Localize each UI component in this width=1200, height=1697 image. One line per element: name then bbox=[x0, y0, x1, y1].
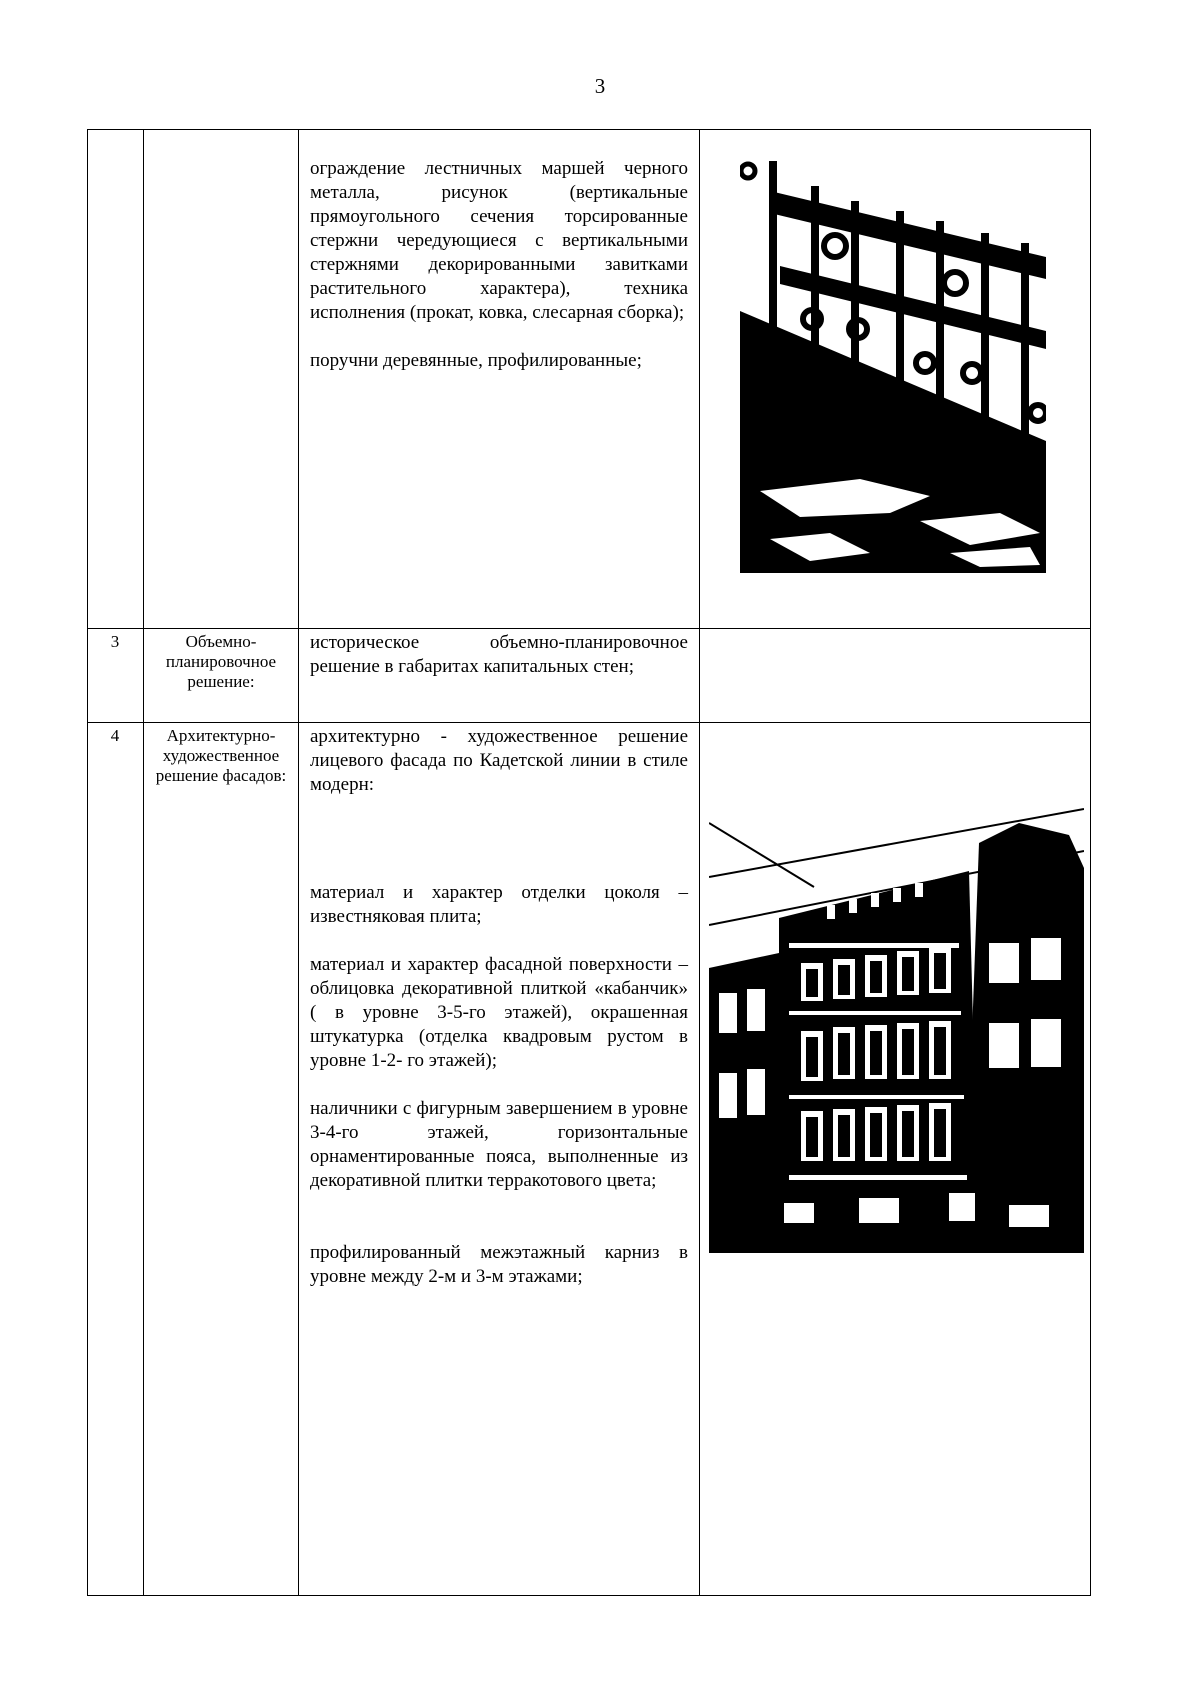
row-4-name: Архитектурно-художественное решение фасадов: bbox=[155, 726, 287, 785]
table-border-top bbox=[87, 129, 1091, 130]
page-number: 3 bbox=[594, 74, 606, 98]
paragraph: материал и характер отделки цоколя – известняковая плита; bbox=[310, 882, 688, 927]
table-border-bottom bbox=[87, 1595, 1091, 1596]
row-4-number: 4 bbox=[110, 726, 120, 745]
paragraph: архитектурно - художественное решение лицевого фасада по Кадетской линии в стиле модерн: bbox=[310, 726, 688, 795]
row-1-description bbox=[310, 157, 688, 373]
table-divider-2 bbox=[298, 129, 299, 1596]
paragraph: ограждение лестничных маршей черного металла, рисунок (вертикальные прямоугольного сечения торсированные стержни чередующиеся с вертикальными стержнями декорированными завитками растительного характера), техника исполнения (прокат, ковка, слесарная сборка); bbox=[310, 158, 688, 323]
row-divider-1 bbox=[87, 628, 1091, 629]
row-3-name: Объемно-планировочное решение: bbox=[165, 632, 277, 691]
building-facade-photo bbox=[709, 793, 1084, 1253]
table-border-left bbox=[87, 129, 88, 1596]
staircase-railing-photo bbox=[740, 161, 1046, 573]
paragraph: историческое объемно-планировочное решение в габаритах капитальных стен; bbox=[310, 632, 688, 677]
table-border-right bbox=[1090, 129, 1091, 1596]
row-3-description bbox=[310, 631, 688, 679]
paragraph: поручни деревянные, профилированные; bbox=[310, 350, 642, 371]
protected-items-table bbox=[87, 129, 1091, 1596]
row-3-number: 3 bbox=[110, 632, 120, 651]
table-divider-1 bbox=[143, 129, 144, 1596]
paragraph: наличники с фигурным завершением в уровне 3-4-го этажей, горизонтальные орнаментированные пояса, выполненные из декоративной плитки терракотового цвета; bbox=[310, 1098, 688, 1191]
paragraph: материал и характер фасадной поверхности – облицовка декоративной плиткой «кабанчик» ( в уровне 3-5-го этажей), окрашенная штукатурка (отделка квадровым рустом в уровне 1-2- го этажей); bbox=[310, 954, 688, 1071]
row-divider-2 bbox=[87, 722, 1091, 723]
table-divider-3 bbox=[699, 129, 700, 1596]
paragraph: профилированный межэтажный карниз в уровне между 2-м и 3-м этажами; bbox=[310, 1242, 688, 1287]
row-4-description bbox=[310, 725, 688, 1289]
